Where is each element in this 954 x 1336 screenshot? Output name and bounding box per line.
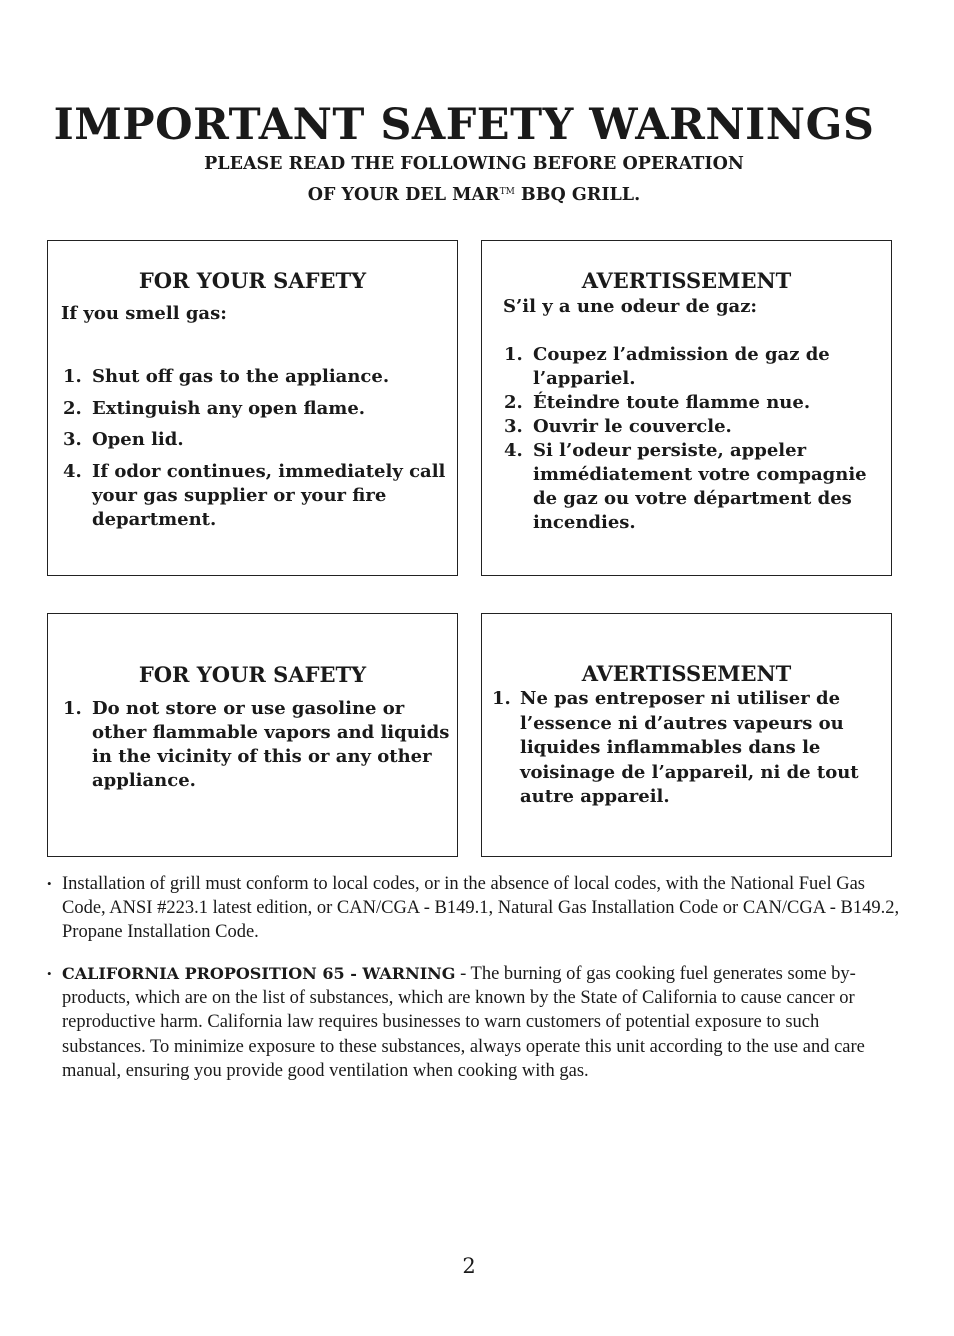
gas-smell-warning-box-english: [47, 240, 458, 576]
item-number: 1.: [492, 688, 511, 709]
item-number: 2.: [63, 397, 82, 419]
subtitle-line-1: PLEASE READ THE FOLLOWING BEFORE OPERATION: [204, 154, 744, 174]
subtitle-suffix: BBQ GRILL.: [514, 185, 641, 205]
list-item: [504, 415, 894, 439]
item-text: If odor continues, immediately call your gas supplier or your fire department.: [92, 460, 446, 530]
box-heading: FOR YOUR SAFETY: [138, 268, 367, 293]
prop65-text: - The burning of gas cooking fuel generates some by-products, which are on the list of substances, which are known by the State of California to cause cancer or reproductive harm. California law requires businesses to warn customers of potential exposure to such substances. To minimize exposure to these substances, always operate this unit according to the use and care manual, ensuring you provide good ventilation when cooking with gas.: [62, 964, 865, 1081]
list-item: [63, 397, 458, 421]
list-item: [492, 687, 888, 810]
item-text: Éteindre toute flamme nue.: [533, 392, 811, 413]
installation-note-text: Installation of grill must conform to local codes, or in the absence of local codes, with the National Fuel Gas Code, ANSI #223.1 latest edition, or CAN/CGA - B149.1, Natural Gas Installation Code or CAN/CGA - B149.2, Propane Installation Code.: [62, 874, 900, 943]
installation-note: [47, 872, 907, 945]
item-text: Ne pas entreposer ni utiliser de l’essence ni d’autres vapeurs ou liquides inflammables dans le voisinage de l’appareil, ni de tout autre appareil.: [520, 688, 859, 807]
list-item: [63, 428, 458, 452]
instruction-list: [504, 343, 894, 535]
gas-smell-warning-box-french: [481, 240, 892, 576]
item-text: Extinguish any open flame.: [92, 397, 366, 419]
trademark-mark: TM: [499, 187, 515, 197]
subtitle-product-name: OF YOUR DEL MAR: [307, 185, 500, 205]
flammable-storage-warning-box-english: [47, 613, 458, 857]
item-number: 4.: [504, 440, 523, 461]
box-lead-text: S’il y a une odeur de gaz:: [503, 296, 758, 317]
instruction-list: [492, 687, 888, 810]
item-number: 2.: [504, 392, 523, 413]
item-number: 1.: [504, 344, 523, 365]
flammable-storage-warning-box-french: [481, 613, 892, 857]
box-heading: AVERTISSEMENT: [581, 661, 792, 686]
bullet-mark: •: [47, 876, 52, 891]
item-text: Si l’odeur persiste, appeler immédiatement votre compagnie de gaz ou votre départment des incendies.: [533, 440, 867, 533]
item-number: 1.: [63, 366, 82, 387]
item-number: 1.: [63, 698, 82, 719]
page-subtitle: [0, 150, 948, 209]
box-heading: FOR YOUR SAFETY: [138, 662, 367, 687]
item-text: Shut off gas to the appliance.: [92, 366, 390, 387]
page-number: 2: [462, 1254, 476, 1278]
item-number: 4.: [63, 460, 82, 482]
item-text: Ouvrir le couvercle.: [533, 416, 732, 437]
box-lead-text: If you smell gas:: [61, 303, 227, 324]
bullet-mark: •: [47, 966, 52, 981]
page-title: IMPORTANT SAFETY WARNINGS: [53, 100, 875, 150]
list-item: [504, 343, 894, 391]
list-item: [63, 697, 453, 793]
list-item: [63, 460, 458, 532]
box-heading: AVERTISSEMENT: [581, 268, 792, 293]
item-text: Open lid.: [92, 429, 184, 450]
list-item: [504, 439, 894, 535]
item-number: 3.: [504, 416, 523, 437]
prop65-label: CALIFORNIA PROPOSITION 65 - WARNING: [62, 964, 456, 983]
list-item: [504, 391, 894, 415]
prop65-warning-note: [47, 962, 907, 1083]
item-text: Coupez l’admission de gaz de l’appariel.: [533, 344, 830, 389]
instruction-list: [63, 365, 458, 539]
item-number: 3.: [63, 429, 82, 450]
item-text: Do not store or use gasoline or other flammable vapors and liquids in the vicinity of this or any other appliance.: [92, 698, 450, 791]
subtitle-line-2: [0, 178, 948, 209]
instruction-list: [63, 697, 453, 793]
list-item: [63, 365, 458, 389]
